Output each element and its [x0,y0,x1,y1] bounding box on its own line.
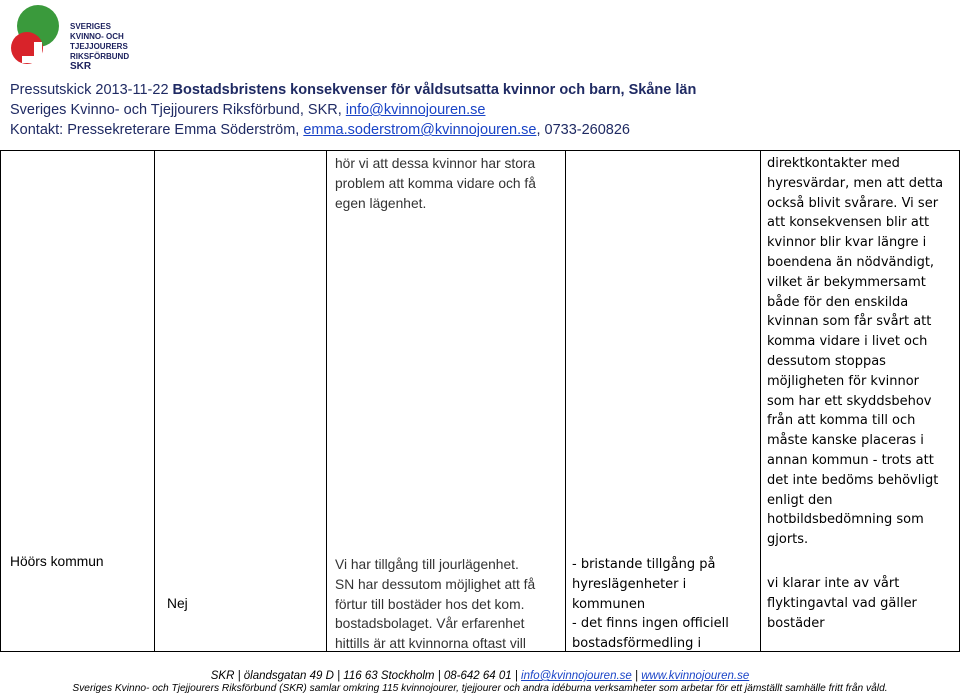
logo-symbol-icon [8,2,68,80]
col-divider [0,150,1,652]
col-divider [326,150,327,652]
table-top-border [0,150,960,151]
consequences-cell: direktkontakter med hyresvärdar, men att detta också blivit svårare. Vi ser att konsekvensen blir att kvinnor blir kvar längre i boendena än nödvändigt, vilket är bekymmersamt både för den enskilda kvinnan som får svårt att komma vidare i livet och dessutom stoppas möjligheten för kvinnor som har ett skyddsbehov från att komma till och måste kanske placeras i annan kommun - trots att det inte bedöms behövligt enligt den hotbildsbedömning som gjorts. [767,156,944,548]
header-line-1: Pressutskick 2013-11-22 Bostadsbristens konsekvenser för våldsutsatta kvinnor och barn, Skåne län [10,82,697,98]
footer-description: Sveriges Kvinno- och Tjejjourers Riksförbund (SKR) samlar omkring 115 kvinnojourer, tjejjourer och andra idéburna verksamheter som arbetar för ett jämställt samhälle fritt från våld. [72,683,888,694]
press-header [10,80,696,140]
footer-email-link[interactable]: info@kvinnojouren.se [521,670,632,682]
skr-logo [8,2,178,80]
col-divider [760,150,761,652]
logo-wordmark: SVERIGES KVINNO- OCH TJEJJOURERS RIKSFÖRBUND SKR [70,22,130,72]
footer-contact: SKR | ölandsgatan 49 D | 116 63 Stockholm | 08-642 64 01 | info@kvinnojouren.se | www.kvinnojouren.se [210,670,750,682]
answer-cell: Nej [167,596,188,611]
col-divider [154,150,155,652]
press-title: Bostadsbristens konsekvenser för våldsutsatta kvinnor och barn, Skåne län [172,82,697,98]
info-email-link[interactable]: info@kvinnojouren.se [345,102,486,118]
footer-web-link[interactable]: www.kvinnojouren.se [641,670,750,682]
col-divider [565,150,566,652]
header-line-3: Kontakt: Pressekreterare Emma Söderström, emma.soderstrom@kvinnojouren.se, 0733-260826 [10,122,630,138]
survey-table [0,150,960,652]
comment-cell-top: hör vi att dessa kvinnor har stora problem att komma vidare och få egen lägenhet. [335,156,536,211]
header-line-2: Sveriges Kvinno- och Tjejjourers Riksförbund, SKR, info@kvinnojouren.se [10,102,486,118]
comment-cell-bottom: Vi har tillgång till jourlägenhet. SN har dessutom möjlighet att få förtur till bostäder hos det kom. bostadsbolaget. Vår erfarenhet hittills är att kvinnorna oftast vill [335,557,536,652]
reasons-cell: - bristande tillgång på hyreslägenheter i kommunen - det finns ingen officiell bostadsförmedling i [572,557,729,652]
contact-email-link[interactable]: emma.soderstrom@kvinnojouren.se [303,122,537,138]
kommun-cell: Höörs kommun [10,554,104,569]
refugee-cell: vi klarar inte av vårt flyktingavtal vad gäller bostäder [767,576,917,631]
